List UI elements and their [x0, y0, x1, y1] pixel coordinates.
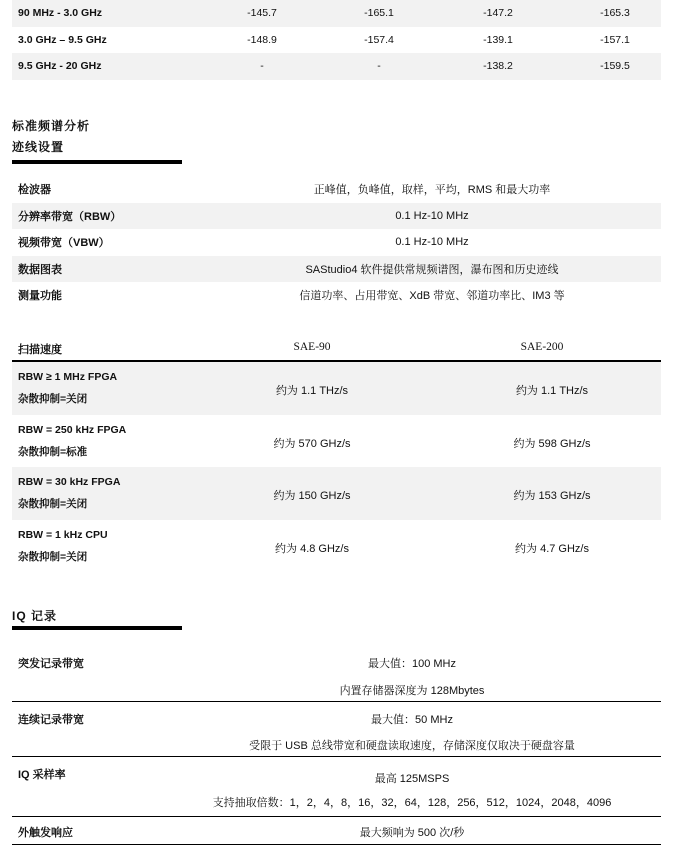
iq-recording-table	[12, 646, 661, 845]
row-label-line2: 杂散抑制=关闭	[18, 550, 88, 563]
table-row	[12, 0, 661, 27]
table-row	[12, 229, 661, 256]
row-label-line2: 杂散抑制=关闭	[18, 393, 88, 405]
row-label-line2: 杂散抑制=标准	[18, 445, 88, 458]
cell: -157.1	[600, 33, 630, 46]
row-label-line2: 杂散抑制=关闭	[18, 498, 88, 510]
cell: -	[377, 60, 381, 73]
table-row	[12, 415, 661, 468]
row-value-line: 受限于 USB 总线带宽和硬盘读取速度，存储深度仅取决于硬盘容量	[249, 740, 575, 752]
section-subtitle: 迹线设置	[12, 140, 65, 154]
table-row	[12, 757, 661, 817]
row-label: 检波器	[18, 184, 51, 197]
row-label: 90 MHz - 3.0 GHz	[18, 7, 103, 20]
heading-rule	[12, 626, 182, 630]
cell: -145.7	[247, 7, 277, 20]
row-value-line: 最高 125MSPS	[374, 773, 450, 785]
cell: -159.5	[600, 60, 630, 73]
table-row	[12, 520, 661, 573]
cell: 约为 1.1 THz/s	[275, 385, 349, 397]
header-sae200: SAE-200	[520, 341, 564, 353]
table-row	[12, 176, 661, 203]
cell: 约为 150 GHz/s	[273, 490, 351, 502]
cell: -138.2	[483, 60, 513, 73]
iq-section-title: IQ 记录	[12, 609, 58, 623]
table-row	[12, 646, 661, 702]
row-value-line: 最大值：100 MHz	[367, 658, 457, 670]
table-row	[12, 362, 661, 415]
cell: -165.3	[600, 7, 630, 20]
row-label-line1: RBW ≥ 1 MHz FPGA	[18, 371, 118, 383]
cell: -139.1	[483, 33, 513, 46]
row-value: 信道功率、占用带宽、XdB 带宽、邻道功率比、IM3 等	[299, 290, 565, 303]
row-label: 3.0 GHz – 9.5 GHz	[18, 33, 107, 46]
row-label: IQ 采样率	[18, 769, 66, 781]
table-row	[12, 27, 661, 54]
cell: -157.4	[364, 33, 394, 46]
cell: -147.2	[483, 7, 513, 20]
table-row	[12, 817, 661, 845]
table-row	[12, 467, 661, 520]
cell: 约为 570 GHz/s	[273, 437, 351, 450]
row-value-line: 支持抽取倍数：1，2，4，8，16，32，64，128，256，512，1024，2048，4096	[212, 797, 612, 809]
row-value: SAStudio4 软件提供常规频谱图，瀑布图和历史迹线	[305, 263, 559, 276]
row-label-line1: RBW = 1 kHz CPU	[18, 528, 108, 541]
row-label-line1: RBW = 250 kHz FPGA	[18, 423, 127, 436]
row-value: 0.1 Hz-10 MHz	[395, 209, 469, 222]
row-label: 分辨率带宽（RBW）	[18, 210, 122, 223]
section-title: 标准频谱分析	[12, 119, 91, 133]
row-label: 视频带宽（VBW）	[18, 237, 110, 250]
cell: 约为 4.8 GHz/s	[275, 542, 349, 555]
header-label: 扫描速度	[18, 344, 62, 356]
row-label: 连续记录带宽	[18, 714, 84, 726]
row-value-line: 最大频响为 500 次/秒	[359, 827, 465, 839]
table-row	[12, 282, 661, 309]
table-row	[12, 203, 661, 230]
cell: -	[260, 60, 264, 73]
row-label: 外触发响应	[18, 827, 73, 839]
cell: 约为 153 GHz/s	[513, 490, 591, 502]
trace-settings-table	[12, 176, 661, 309]
row-value: 0.1 Hz-10 MHz	[395, 236, 469, 249]
row-value-line: 内置存储器深度为 128Mbytes	[339, 685, 485, 697]
heading-rule	[12, 160, 182, 164]
cell: 约为 1.1 THz/s	[515, 385, 589, 397]
header-sae90: SAE-90	[293, 341, 331, 353]
table-header	[12, 336, 661, 362]
sensitivity-table	[12, 0, 661, 80]
row-value: 正峰值，负峰值，取样，平均，RMS 和最大功率	[313, 184, 551, 197]
table-row	[12, 702, 661, 757]
cell: -165.1	[364, 7, 394, 20]
sweep-speed-table	[12, 336, 661, 572]
cell: 约为 598 GHz/s	[513, 437, 591, 450]
row-label: 9.5 GHz - 20 GHz	[18, 60, 102, 73]
row-label: 突发记录带宽	[18, 658, 84, 670]
row-value-line: 最大值：50 MHz	[371, 714, 453, 726]
row-label-line1: RBW = 30 kHz FPGA	[18, 476, 121, 488]
cell: -148.9	[247, 33, 277, 46]
table-row	[12, 53, 661, 80]
table-row	[12, 256, 661, 283]
cell: 约为 4.7 GHz/s	[515, 542, 589, 555]
row-label: 测量功能	[18, 290, 62, 303]
row-label: 数据图表	[18, 263, 62, 276]
